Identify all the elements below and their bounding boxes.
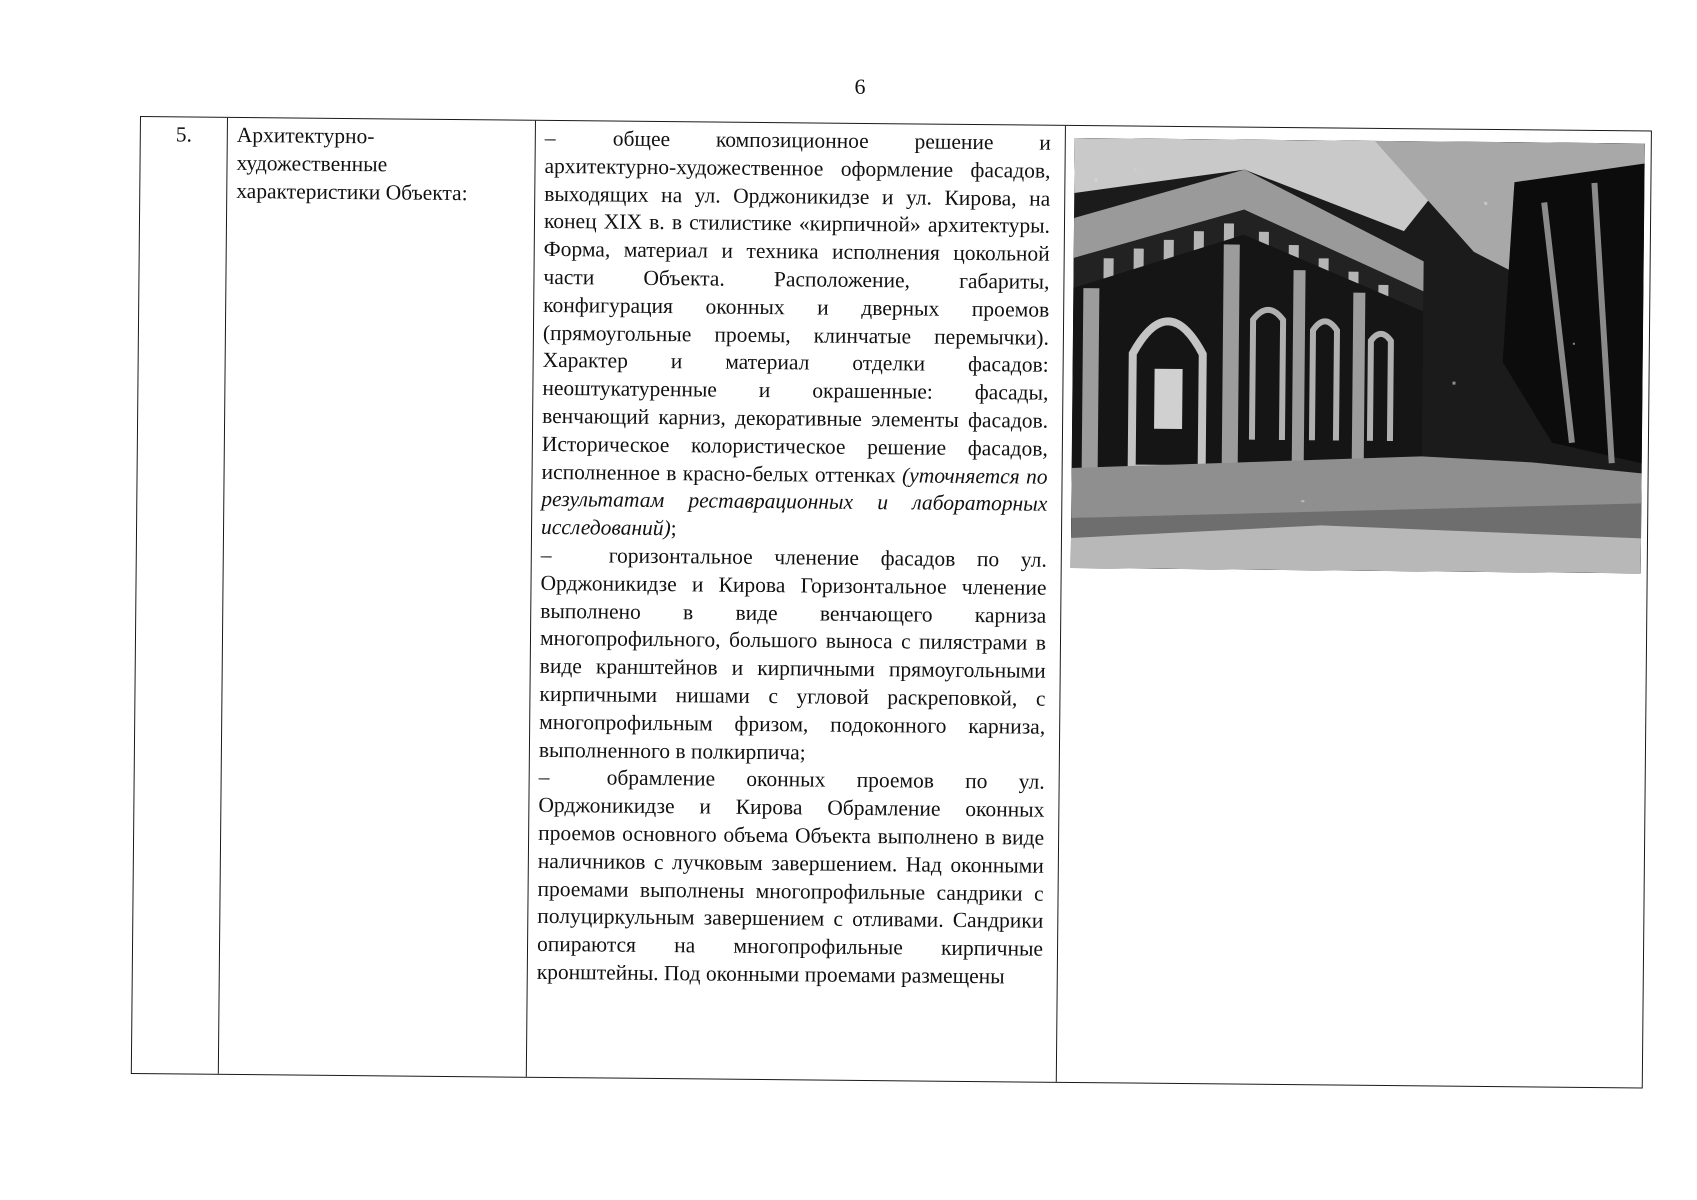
dash-marker: – <box>538 765 550 790</box>
column-divider <box>218 118 228 1074</box>
building-photo <box>1071 138 1645 573</box>
description-cell <box>537 121 1051 992</box>
paragraph-text: общее композиционное решение и архитектурно-художественное оформление фасадов, выходящих на ул. Орджоникидзе и ул. Кирова, на конец XIX в. в стилистике «кирпичной» архитектуры. Форма, материал и техника исполнения цокольной части Объекта. Расположение, габариты, конфигурация оконных и дверных проемов (прямоугольные проемы, клинчатые перемычки). Характер и материал отделки фасадов: неоштукатуренные и окрашенные: фасады, венчающий карниз, декоративные элементы фасадов. Историческое колористическое решение фасадов, исполненное в красно-белых оттенках <box>541 126 1051 487</box>
characteristics-table <box>131 116 1652 1088</box>
paragraph-text: горизонтальное членение фасадов по ул. Орджоникидзе и Кирова Горизонтальное членение выполнено в виде венчающего карниза многопрофильного, большого выноса с пилястрами в виде кранштейнов и кирпичными прямоугольными кирпичными нишами с угловой раскреповкой, с многопрофильным фризом, подоконного карниза, выполненного в полкирпича; <box>538 543 1047 764</box>
row-label-line: характеристики Объекта: <box>236 178 468 205</box>
paragraph-end: ; <box>670 516 677 541</box>
row-label-line: Архитектурно- <box>236 122 375 149</box>
dash-marker: – <box>544 125 556 150</box>
column-divider <box>526 121 536 1077</box>
dash-marker: – <box>540 542 552 567</box>
row-number: 5. <box>175 122 193 147</box>
paragraph-italic-note: (уточняется по результатам реставрационных и лабораторных исследований) <box>540 462 1048 541</box>
paragraph-horizontal-division <box>539 542 1047 769</box>
building-photo-icon <box>1071 138 1645 573</box>
row-label-line: художественные <box>236 150 388 177</box>
page-number: 6 <box>854 74 866 99</box>
column-divider <box>1056 126 1066 1082</box>
paragraph-window-framing <box>537 764 1045 991</box>
paragraph-composition <box>541 125 1051 547</box>
row-label <box>236 118 527 208</box>
paragraph-text: обрамление оконных проемов по ул. Орджоникидзе и Кирова Обрамление оконных проемов основного объема Объекта выполнено в виде наличников с лучковым завершением. Над оконными проемами выполнены многопрофильные сандрики с полуциркульным завершением с отливами. Сандрики опираются на многопрофильные кирпичные кронштейны. Под оконными проемами размещены <box>536 765 1045 989</box>
